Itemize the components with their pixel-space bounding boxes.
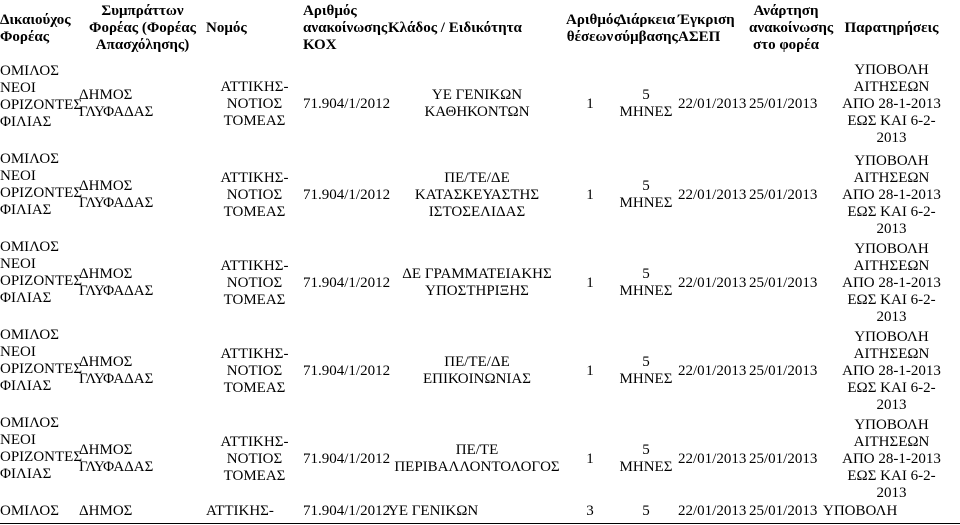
notes-line: ΑΙΤΗΣΕΩΝ (853, 433, 930, 450)
notes-line: 2013 (876, 484, 907, 501)
cell-notes (823, 239, 960, 327)
prefecture-line: ΑΤΤΙΚΗΣ- (220, 433, 289, 450)
cell-duration: 5 (642, 503, 650, 519)
notes-line: 2013 (876, 129, 907, 146)
table-row (0, 57, 960, 151)
cell-prefecture (206, 239, 303, 327)
notes-line: ΑΠΟ 28-1-2013 (842, 274, 941, 291)
cell-asep-approval: 22/01/2013 (678, 274, 747, 291)
cell-announcement-no: 71.904/1/2012 (303, 503, 391, 519)
cell-announcement-no: 71.904/1/2012 (303, 362, 391, 379)
notes-line: ΑΙΤΗΣΕΩΝ (853, 345, 930, 362)
cell-employer (79, 151, 206, 239)
cell-employer (79, 327, 206, 415)
agency-line: ΝΕΟΙ (0, 256, 36, 272)
agency-line: ΦΙΛΙΑΣ (0, 114, 52, 130)
agency-line: ΟΜΙΛΟΣ (0, 151, 59, 167)
cell-agency (0, 57, 83, 151)
specialty-line: ΔΕ ΓΡΑΜΜΑΤΕΙΑΚΗΣ (402, 266, 552, 282)
agency-line: ΟΡΙΖΟΝΤΕΣ (0, 185, 83, 201)
cell-asep-approval: 22/01/2013 (678, 450, 747, 467)
cell-employer: ΔΗΜΟΣ (79, 503, 133, 519)
notes-line: ΥΠΟΒΟΛΗ (854, 152, 929, 169)
prefecture-line: ΤΟΜΕΑΣ (223, 467, 286, 484)
cell-asep-approval: 22/01/2013 (678, 95, 747, 112)
cell-agency (0, 151, 83, 239)
employer-line: ΓΛΥΦΑΔΑΣ (79, 104, 154, 120)
duration-line: 5 (642, 178, 650, 194)
duration-line: 5 (642, 87, 650, 103)
cell-specialty (388, 57, 566, 151)
header-notes: Παρατηρήσεις (844, 20, 939, 36)
cell-asep-approval: 22/01/2013 (678, 186, 747, 203)
employer-line: ΓΛΥΦΑΔΑΣ (79, 283, 154, 299)
duration-line: 5 (642, 266, 650, 282)
header-asep-approval: Έγκριση ΑΣΕΠ (678, 11, 735, 45)
cell-prefecture (206, 327, 303, 415)
notes-line: 2013 (876, 308, 907, 325)
cell-specialty (388, 415, 566, 503)
cell-posting-date: 25/01/2013 (749, 503, 818, 519)
cell-notes (823, 327, 960, 415)
prefecture-line: ΤΟΜΕΑΣ (223, 203, 286, 220)
cell-positions: 1 (586, 95, 594, 112)
cell-prefecture (206, 415, 303, 503)
table-row-partial (0, 503, 960, 520)
employer-line: ΓΛΥΦΑΔΑΣ (79, 371, 154, 387)
cell-duration (614, 57, 678, 151)
notes-line: ΑΙΤΗΣΕΩΝ (853, 257, 930, 274)
notes-line: ΥΠΟΒΟΛΗ (854, 240, 929, 257)
header-employer: Συμπράττων Φορέας (Φορέας Απασχόλησης) (89, 3, 196, 53)
cell-notes (823, 415, 960, 503)
specialty-line: ΥΠΟΣΤΗΡΙΞΗΣ (425, 283, 529, 299)
cell-duration (614, 239, 678, 327)
cell-positions: 1 (586, 274, 594, 291)
cell-duration (614, 151, 678, 239)
table-body (0, 57, 960, 520)
agency-line: ΝΕΟΙ (0, 432, 36, 448)
cell-employer (79, 57, 206, 151)
agency-line: ΟΜΙΛΟΣ (0, 327, 59, 343)
cell-notes (823, 57, 960, 151)
cell-announcement-no: 71.904/1/2012 (303, 186, 391, 203)
prefecture-line: ΝΟΤΙΟΣ (226, 95, 283, 112)
notes-line: 2013 (876, 220, 907, 237)
cell-positions: 1 (586, 450, 594, 467)
duration-line: ΜΗΝΕΣ (619, 459, 673, 475)
employer-line: ΓΛΥΦΑΔΑΣ (79, 195, 154, 211)
cell-specialty: ΥΕ ΓΕΝΙΚΩΝ (388, 503, 479, 519)
prefecture-line: ΝΟΤΙΟΣ (226, 186, 283, 203)
duration-line: 5 (642, 354, 650, 370)
table-row (0, 415, 960, 503)
page-divider (0, 523, 960, 524)
cell-announcement-no: 71.904/1/2012 (303, 450, 391, 467)
cell-asep-approval: 22/01/2013 (678, 362, 747, 379)
header-agency: Δικαιούχος Φορέας (0, 11, 71, 45)
cell-notes: ΥΠΟΒΟΛΗ (823, 503, 898, 519)
notes-line: ΥΠΟΒΟΛΗ (854, 61, 929, 78)
specialty-line: ΠΕ/ΤΕ (455, 442, 499, 458)
notes-line: 2013 (876, 396, 907, 413)
prefecture-line: ΑΤΤΙΚΗΣ- (220, 169, 289, 186)
cell-posting-date: 25/01/2013 (749, 95, 818, 112)
cell-asep-approval: 22/01/2013 (678, 503, 747, 519)
prefecture-line: ΑΤΤΙΚΗΣ- (220, 257, 289, 274)
cell-positions: 1 (586, 186, 594, 203)
employer-line: ΔΗΜΟΣ (79, 87, 133, 103)
employer-line: ΔΗΜΟΣ (79, 266, 133, 282)
table-row (0, 327, 960, 415)
agency-line: ΝΕΟΙ (0, 344, 36, 360)
prefecture-line: ΤΟΜΕΑΣ (223, 291, 286, 308)
cell-positions: 3 (586, 503, 594, 519)
notes-line: ΑΠΟ 28-1-2013 (842, 362, 941, 379)
cell-prefecture: ΑΤΤΙΚΗΣ- (206, 503, 274, 519)
prefecture-line: ΝΟΤΙΟΣ (226, 362, 283, 379)
specialty-line: ΠΕ/ΤΕ/ΔΕ (444, 169, 510, 186)
cell-duration (614, 327, 678, 415)
cell-prefecture (206, 57, 303, 151)
specialty-line: ΚΑΘΗΚΟΝΤΩΝ (424, 104, 530, 120)
header-specialty: Κλάδος / Ειδικότητα (388, 20, 522, 36)
notes-line: ΕΩΣ ΚΑΙ 6-2- (847, 467, 936, 484)
specialty-line: ΕΠΙΚΟΙΝΩΝΙΑΣ (423, 371, 531, 387)
cell-posting-date: 25/01/2013 (749, 274, 818, 291)
header-positions: Αριθμός θέσεων (566, 11, 620, 45)
cell-posting-date: 25/01/2013 (749, 450, 818, 467)
header-row (0, 0, 960, 57)
agency-line: ΝΕΟΙ (0, 80, 36, 96)
notes-line: ΑΠΟ 28-1-2013 (842, 186, 941, 203)
agency-line: ΟΡΙΖΟΝΤΕΣ (0, 361, 83, 377)
cell-posting-date: 25/01/2013 (749, 186, 818, 203)
prefecture-line: ΤΟΜΕΑΣ (223, 112, 286, 129)
cell-specialty (388, 151, 566, 239)
notes-line: ΥΠΟΒΟΛΗ (854, 416, 929, 433)
specialty-line: ΚΑΤΑΣΚΕΥΑΣΤΗΣ (414, 186, 540, 203)
agency-line: ΟΜΙΛΟΣ (0, 63, 59, 79)
prefecture-line: ΝΟΤΙΟΣ (226, 274, 283, 291)
cell-posting-date: 25/01/2013 (749, 362, 818, 379)
duration-line: ΜΗΝΕΣ (619, 195, 673, 211)
notes-line: ΕΩΣ ΚΑΙ 6-2- (847, 112, 936, 129)
cell-prefecture (206, 151, 303, 239)
cell-duration (614, 415, 678, 503)
agency-line: ΦΙΛΙΑΣ (0, 202, 52, 218)
duration-line: ΜΗΝΕΣ (619, 104, 673, 120)
cell-specialty (388, 327, 566, 415)
cell-announcement-no: 71.904/1/2012 (303, 274, 391, 291)
specialty-line: ΙΣΤΟΣΕΛΙΔΑΣ (428, 203, 526, 220)
agency-line: ΦΙΛΙΑΣ (0, 466, 52, 482)
prefecture-line: ΑΤΤΙΚΗΣ- (220, 78, 289, 95)
agency-line: ΟΡΙΖΟΝΤΕΣ (0, 97, 83, 113)
duration-line: ΜΗΝΕΣ (619, 283, 673, 299)
cell-agency (0, 239, 83, 327)
cell-notes (823, 151, 960, 239)
notes-line: ΥΠΟΒΟΛΗ (854, 328, 929, 345)
agency-line: ΟΜΙΛΟΣ (0, 239, 59, 255)
header-prefecture: Νομός (206, 20, 247, 36)
prefecture-line: ΑΤΤΙΚΗΣ- (220, 345, 289, 362)
notes-line: ΑΙΤΗΣΕΩΝ (853, 78, 930, 95)
agency-line: ΝΕΟΙ (0, 168, 36, 184)
agency-line: ΦΙΛΙΑΣ (0, 378, 52, 394)
header-posting-date: Ανάρτηση ανακοίνωσης στο φορέα (749, 3, 834, 53)
notes-line: ΑΠΟ 28-1-2013 (842, 450, 941, 467)
table-row (0, 151, 960, 239)
notes-line: ΑΠΟ 28-1-2013 (842, 95, 941, 112)
specialty-line: ΥΕ ΓΕΝΙΚΩΝ (431, 87, 523, 103)
employer-line: ΓΛΥΦΑΔΑΣ (79, 459, 154, 475)
cell-employer (79, 239, 206, 327)
notes-line: ΕΩΣ ΚΑΙ 6-2- (847, 203, 936, 220)
specialty-line: ΠΕ/ΤΕ/ΔΕ (444, 354, 510, 370)
agency-line: ΦΙΛΙΑΣ (0, 290, 52, 306)
specialty-line: ΠΕΡΙΒΑΛΛΟΝΤΟΛΟΓΟΣ (394, 459, 560, 475)
cell-announcement-no: 71.904/1/2012 (303, 95, 391, 112)
agency-line: ΟΡΙΖΟΝΤΕΣ (0, 273, 83, 289)
notes-line: ΑΙΤΗΣΕΩΝ (853, 169, 930, 186)
employer-line: ΔΗΜΟΣ (79, 354, 133, 370)
cell-agency (0, 327, 83, 415)
cell-agency (0, 415, 83, 503)
agency-line: ΟΡΙΖΟΝΤΕΣ (0, 449, 83, 465)
cell-agency: ΟΜΙΛΟΣ (0, 503, 59, 519)
cell-positions: 1 (586, 362, 594, 379)
notes-line: ΕΩΣ ΚΑΙ 6-2- (847, 291, 936, 308)
table-row (0, 239, 960, 327)
duration-line: 5 (642, 442, 650, 458)
prefecture-line: ΤΟΜΕΑΣ (223, 379, 286, 396)
employer-line: ΔΗΜΟΣ (79, 442, 133, 458)
prefecture-line: ΝΟΤΙΟΣ (226, 450, 283, 467)
employer-line: ΔΗΜΟΣ (79, 178, 133, 194)
header-announcement-no: Αριθμός ανακοίνωσης ΚΟΧ (303, 3, 388, 53)
cell-employer (79, 415, 206, 503)
agency-line: ΟΜΙΛΟΣ (0, 415, 59, 431)
notes-line: ΕΩΣ ΚΑΙ 6-2- (847, 379, 936, 396)
cell-specialty (388, 239, 566, 327)
header-duration: Διάρκεια σύμβασης (614, 11, 678, 45)
duration-line: ΜΗΝΕΣ (619, 371, 673, 387)
